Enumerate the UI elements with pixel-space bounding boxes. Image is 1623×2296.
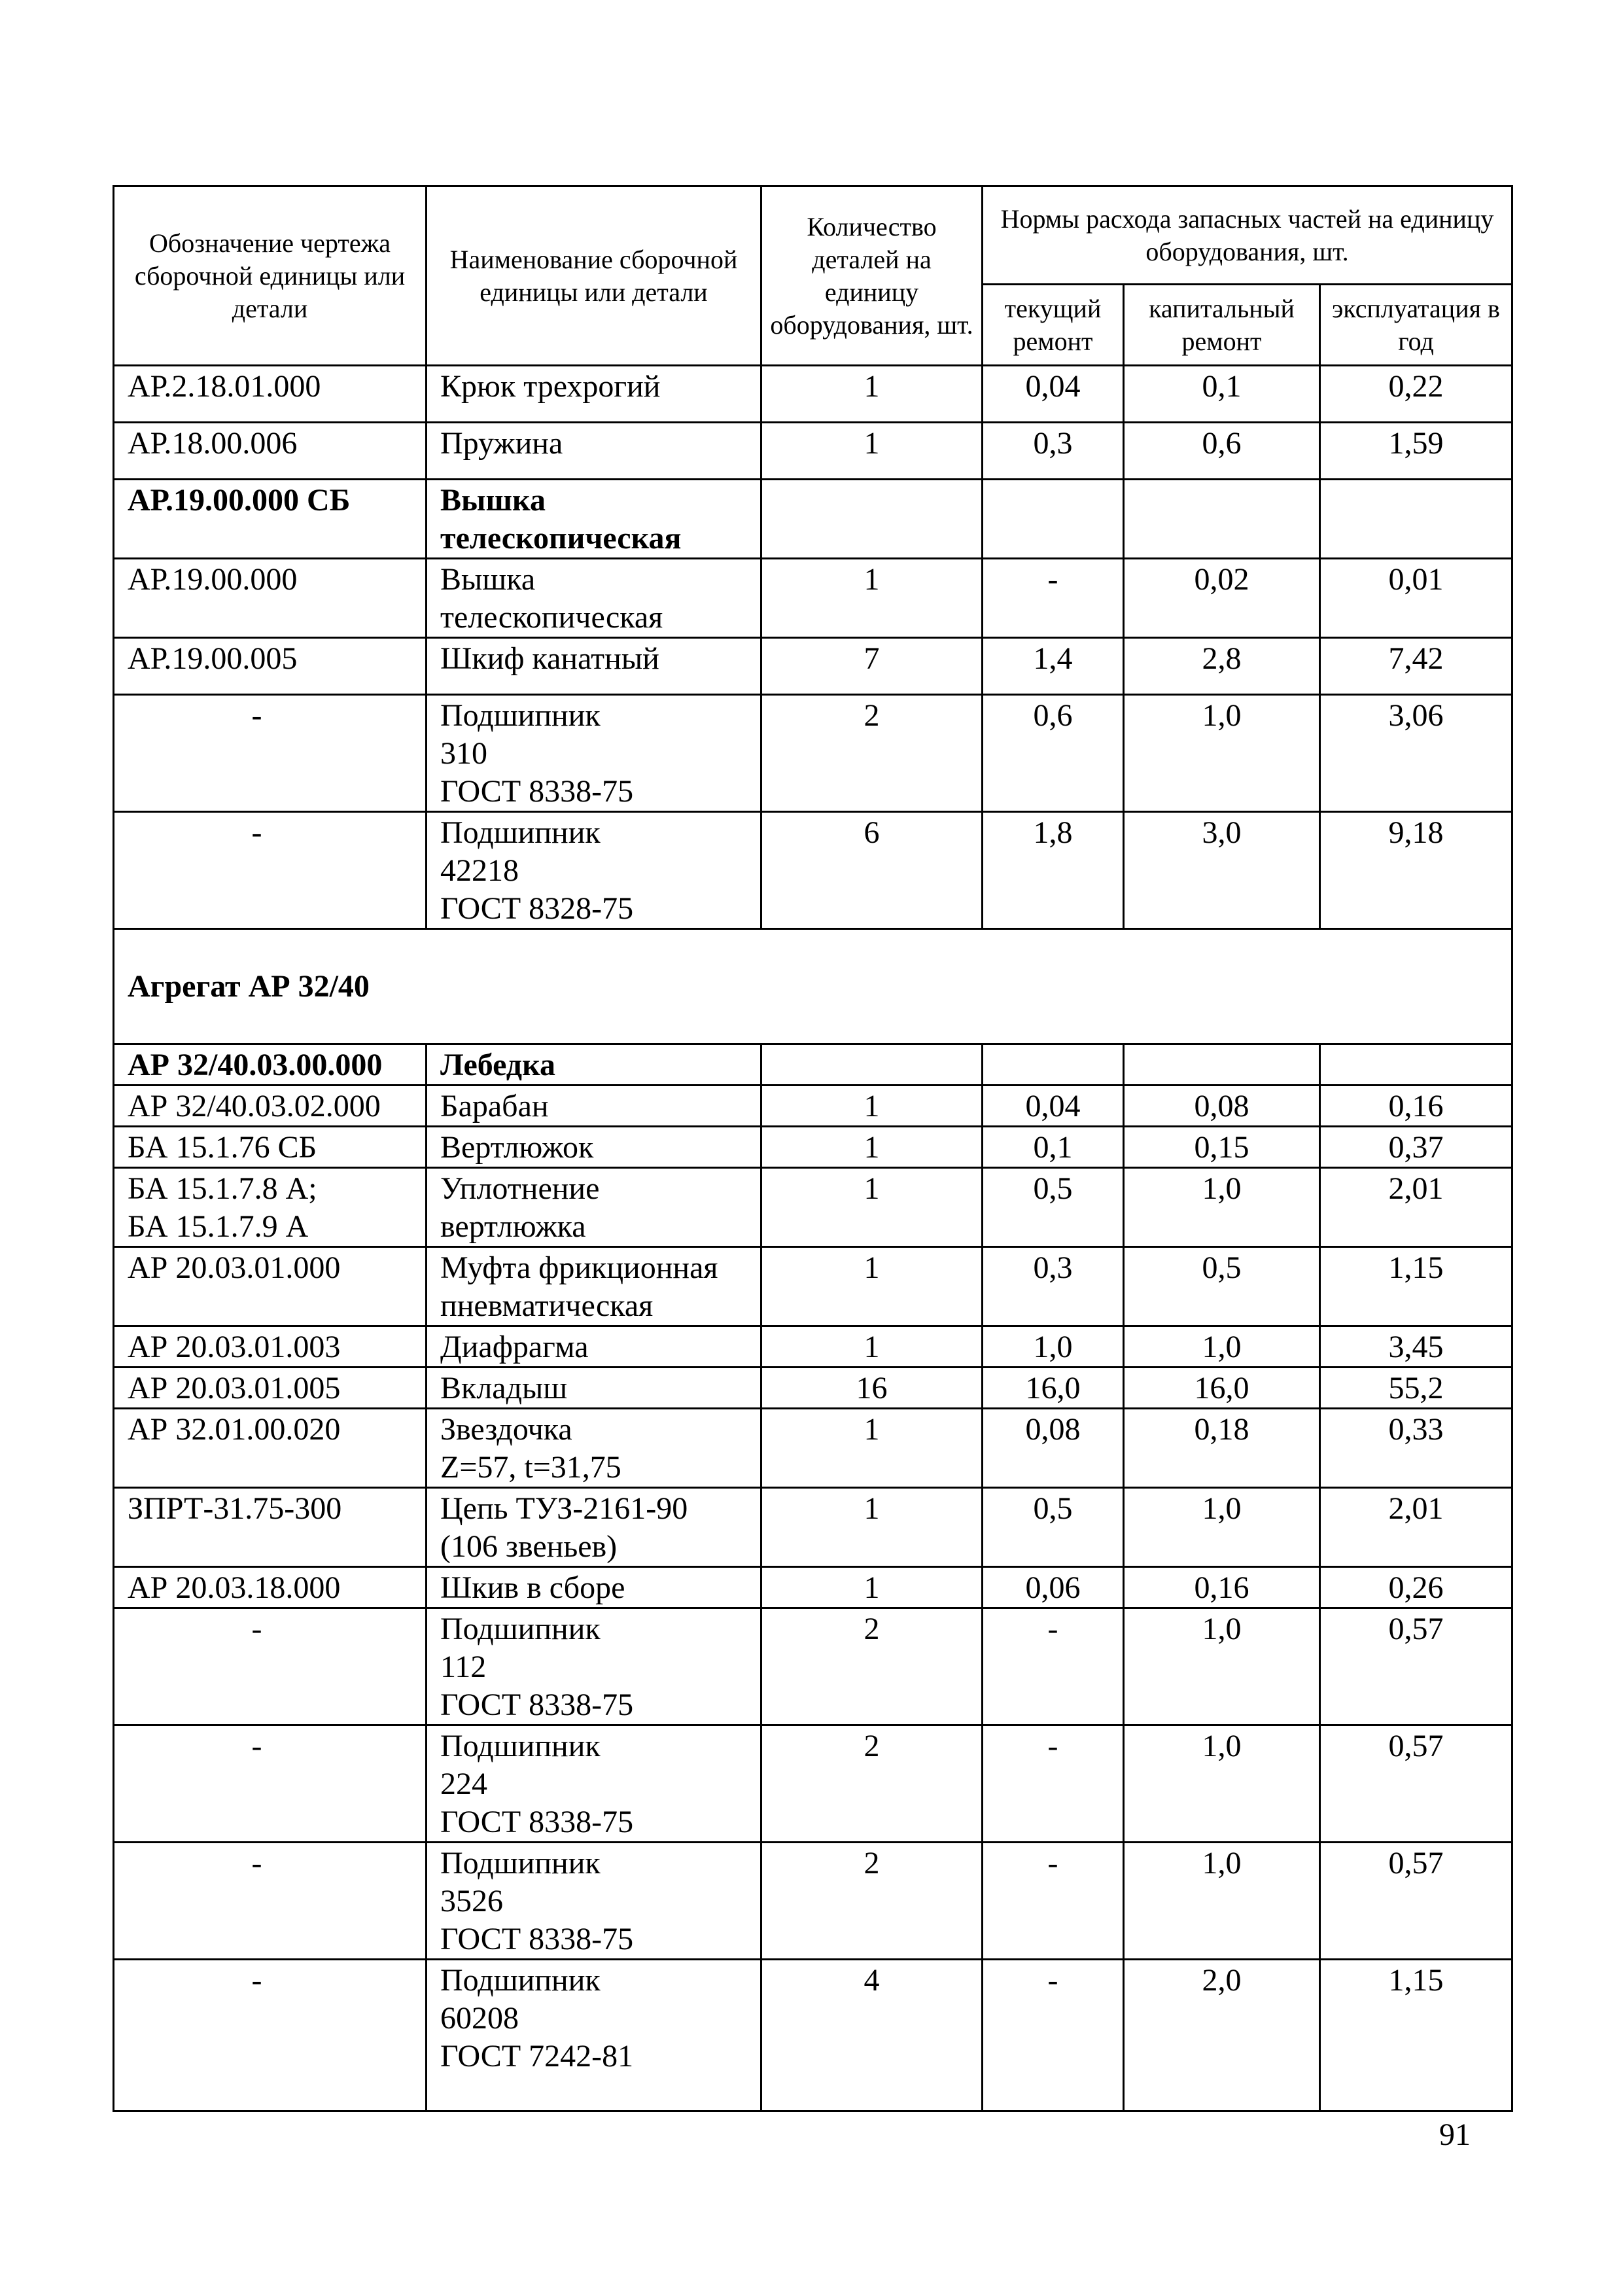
table-row [114,1168,1512,1247]
name-cell: Муфта фрикционная пневматическая [427,1247,761,1326]
current-repair-cell: 0,3 [983,1247,1124,1326]
annual-cell: 3,06 [1320,695,1512,812]
capital-repair-cell: 0,1 [1124,366,1320,423]
name-cell: Шкив в сборе [427,1567,761,1608]
name-cell: Пружина [427,423,761,480]
capital-repair-cell [1124,480,1320,559]
code-cell: АР.18.00.006 [114,423,427,480]
annual-cell: 1,15 [1320,1247,1512,1326]
annual-cell: 55,2 [1320,1368,1512,1409]
current-repair-cell: 0,5 [983,1488,1124,1567]
name-cell: Подшипник 60208 ГОСТ 7242-81 [427,1960,761,2111]
capital-repair-cell: 16,0 [1124,1368,1320,1409]
qty-cell: 1 [761,1247,983,1326]
qty-cell: 1 [761,1488,983,1567]
code-cell: - [114,1725,427,1843]
table-row [114,1608,1512,1725]
page-number: 91 [1439,2117,1471,2152]
qty-cell: 1 [761,1168,983,1247]
header-code: Обозначение чертежа сборочной единицы или детали [114,186,427,366]
current-repair-cell: - [983,1608,1124,1725]
table-row [114,638,1512,695]
name-cell: Подшипник 42218 ГОСТ 8328-75 [427,812,761,929]
name-cell: Крюк трехрогий [427,366,761,423]
table-row [114,1086,1512,1127]
table-row [114,366,1512,423]
table-row [114,1368,1512,1409]
qty-cell: 2 [761,1725,983,1843]
name-cell: Цепь ТУЗ-2161-90 (106 звеньев) [427,1488,761,1567]
capital-repair-cell: 0,6 [1124,423,1320,480]
current-repair-cell [983,480,1124,559]
qty-cell: 1 [761,423,983,480]
current-repair-cell: 0,6 [983,695,1124,812]
table-row [114,1127,1512,1168]
code-cell: АР 20.03.01.000 [114,1247,427,1326]
qty-cell: 2 [761,695,983,812]
name-cell: Лебедка [427,1044,761,1086]
table-row [114,1409,1512,1488]
annual-cell: 0,57 [1320,1608,1512,1725]
name-cell: Вкладыш [427,1368,761,1409]
name-cell: Уплотнение вертлюжка [427,1168,761,1247]
current-repair-cell: 0,5 [983,1168,1124,1247]
qty-cell: 1 [761,1567,983,1608]
name-cell: Подшипник 310 ГОСТ 8338-75 [427,695,761,812]
qty-cell: 2 [761,1843,983,1960]
capital-repair-cell: 2,0 [1124,1960,1320,2111]
annual-cell [1320,480,1512,559]
code-cell: - [114,1843,427,1960]
annual-cell: 0,37 [1320,1127,1512,1168]
table-row [114,1960,1512,2111]
current-repair-cell: 0,04 [983,1086,1124,1127]
name-cell: Вышка телескопическая [427,559,761,638]
current-repair-cell: - [983,1725,1124,1843]
name-cell: Шкиф канатный [427,638,761,695]
qty-cell: 2 [761,1608,983,1725]
name-cell: Барабан [427,1086,761,1127]
qty-cell: 1 [761,1127,983,1168]
header-current-repair: текущий ремонт [983,285,1124,366]
table-row [114,1044,1512,1086]
table-row [114,1488,1512,1567]
section-header [114,929,1512,1044]
qty-cell: 16 [761,1368,983,1409]
table-row [114,1247,1512,1326]
capital-repair-cell: 1,0 [1124,695,1320,812]
qty-cell [761,480,983,559]
current-repair-cell: 1,0 [983,1326,1124,1368]
table-body-part-1 [114,366,1512,929]
annual-cell: 0,33 [1320,1409,1512,1488]
code-cell: АР 32/40.03.02.000 [114,1086,427,1127]
annual-cell: 0,22 [1320,366,1512,423]
annual-cell: 0,57 [1320,1725,1512,1843]
current-repair-cell: 0,04 [983,366,1124,423]
current-repair-cell: 0,08 [983,1409,1124,1488]
code-cell: АР 32.01.00.020 [114,1409,427,1488]
table-row [114,559,1512,638]
table-body-part-2 [114,1044,1512,2111]
header-qty: Количество деталей на единицу оборудования, шт. [761,186,983,366]
code-cell: АР 20.03.18.000 [114,1567,427,1608]
capital-repair-cell: 0,16 [1124,1567,1320,1608]
table-row [114,695,1512,812]
name-cell: Вышка телескопическая [427,480,761,559]
table-row [114,1567,1512,1608]
code-cell: АР 20.03.01.003 [114,1326,427,1368]
code-cell: - [114,812,427,929]
capital-repair-cell: 1,0 [1124,1326,1320,1368]
current-repair-cell: - [983,1843,1124,1960]
qty-cell: 1 [761,1326,983,1368]
capital-repair-cell: 0,02 [1124,559,1320,638]
name-cell: Подшипник 3526 ГОСТ 8338-75 [427,1843,761,1960]
current-repair-cell: 1,8 [983,812,1124,929]
qty-cell: 1 [761,559,983,638]
annual-cell: 0,26 [1320,1567,1512,1608]
code-cell: АР.19.00.000 [114,559,427,638]
table-row [114,480,1512,559]
annual-cell: 1,15 [1320,1960,1512,2111]
capital-repair-cell: 1,0 [1124,1168,1320,1247]
annual-cell: 0,01 [1320,559,1512,638]
capital-repair-cell: 1,0 [1124,1843,1320,1960]
current-repair-cell: 0,3 [983,423,1124,480]
name-cell: Подшипник 112 ГОСТ 8338-75 [427,1608,761,1725]
table-header [114,186,1512,366]
qty-cell: 1 [761,366,983,423]
code-cell: АР 32/40.03.00.000 [114,1044,427,1086]
name-cell: Вертлюжок [427,1127,761,1168]
annual-cell: 9,18 [1320,812,1512,929]
section-title: Агрегат АР 32/40 [114,929,1512,1044]
code-cell: АР 20.03.01.005 [114,1368,427,1409]
current-repair-cell: - [983,1960,1124,2111]
annual-cell [1320,1044,1512,1086]
header-name: Наименование сборочной единицы или детали [427,186,761,366]
capital-repair-cell: 0,15 [1124,1127,1320,1168]
annual-cell: 2,01 [1320,1168,1512,1247]
current-repair-cell: - [983,559,1124,638]
name-cell: Диафрагма [427,1326,761,1368]
qty-cell: 6 [761,812,983,929]
capital-repair-cell: 1,0 [1124,1608,1320,1725]
annual-cell: 7,42 [1320,638,1512,695]
code-cell: - [114,1960,427,2111]
capital-repair-cell: 0,18 [1124,1409,1320,1488]
qty-cell: 7 [761,638,983,695]
table-row [114,1725,1512,1843]
capital-repair-cell: 0,08 [1124,1086,1320,1127]
qty-cell: 1 [761,1086,983,1127]
code-cell: БА 15.1.76 СБ [114,1127,427,1168]
table-row [114,423,1512,480]
qty-cell: 1 [761,1409,983,1488]
current-repair-cell: 1,4 [983,638,1124,695]
code-cell: БА 15.1.7.8 А; БА 15.1.7.9 А [114,1168,427,1247]
annual-cell: 2,01 [1320,1488,1512,1567]
header-annual-operation: эксплуатация в год [1320,285,1512,366]
code-cell: АР.2.18.01.000 [114,366,427,423]
current-repair-cell: 0,1 [983,1127,1124,1168]
current-repair-cell [983,1044,1124,1086]
code-cell: ЗПРТ-31.75-300 [114,1488,427,1567]
capital-repair-cell [1124,1044,1320,1086]
qty-cell: 4 [761,1960,983,2111]
code-cell: АР.19.00.005 [114,638,427,695]
table-row [114,1326,1512,1368]
current-repair-cell: 0,06 [983,1567,1124,1608]
annual-cell: 3,45 [1320,1326,1512,1368]
code-cell: - [114,695,427,812]
name-cell: Звездочка Z=57, t=31,75 [427,1409,761,1488]
annual-cell: 1,59 [1320,423,1512,480]
header-norms: Нормы расхода запасных частей на единицу оборудования, шт. [983,186,1512,285]
annual-cell: 0,16 [1320,1086,1512,1127]
capital-repair-cell: 3,0 [1124,812,1320,929]
current-repair-cell: 16,0 [983,1368,1124,1409]
code-cell: АР.19.00.000 СБ [114,480,427,559]
capital-repair-cell: 2,8 [1124,638,1320,695]
code-cell: - [114,1608,427,1725]
capital-repair-cell: 1,0 [1124,1725,1320,1843]
annual-cell: 0,57 [1320,1843,1512,1960]
capital-repair-cell: 1,0 [1124,1488,1320,1567]
capital-repair-cell: 0,5 [1124,1247,1320,1326]
table-row [114,1843,1512,1960]
name-cell: Подшипник 224 ГОСТ 8338-75 [427,1725,761,1843]
qty-cell [761,1044,983,1086]
header-capital-repair: капитальный ремонт [1124,285,1320,366]
spare-parts-table [113,185,1513,2112]
table-row [114,812,1512,929]
